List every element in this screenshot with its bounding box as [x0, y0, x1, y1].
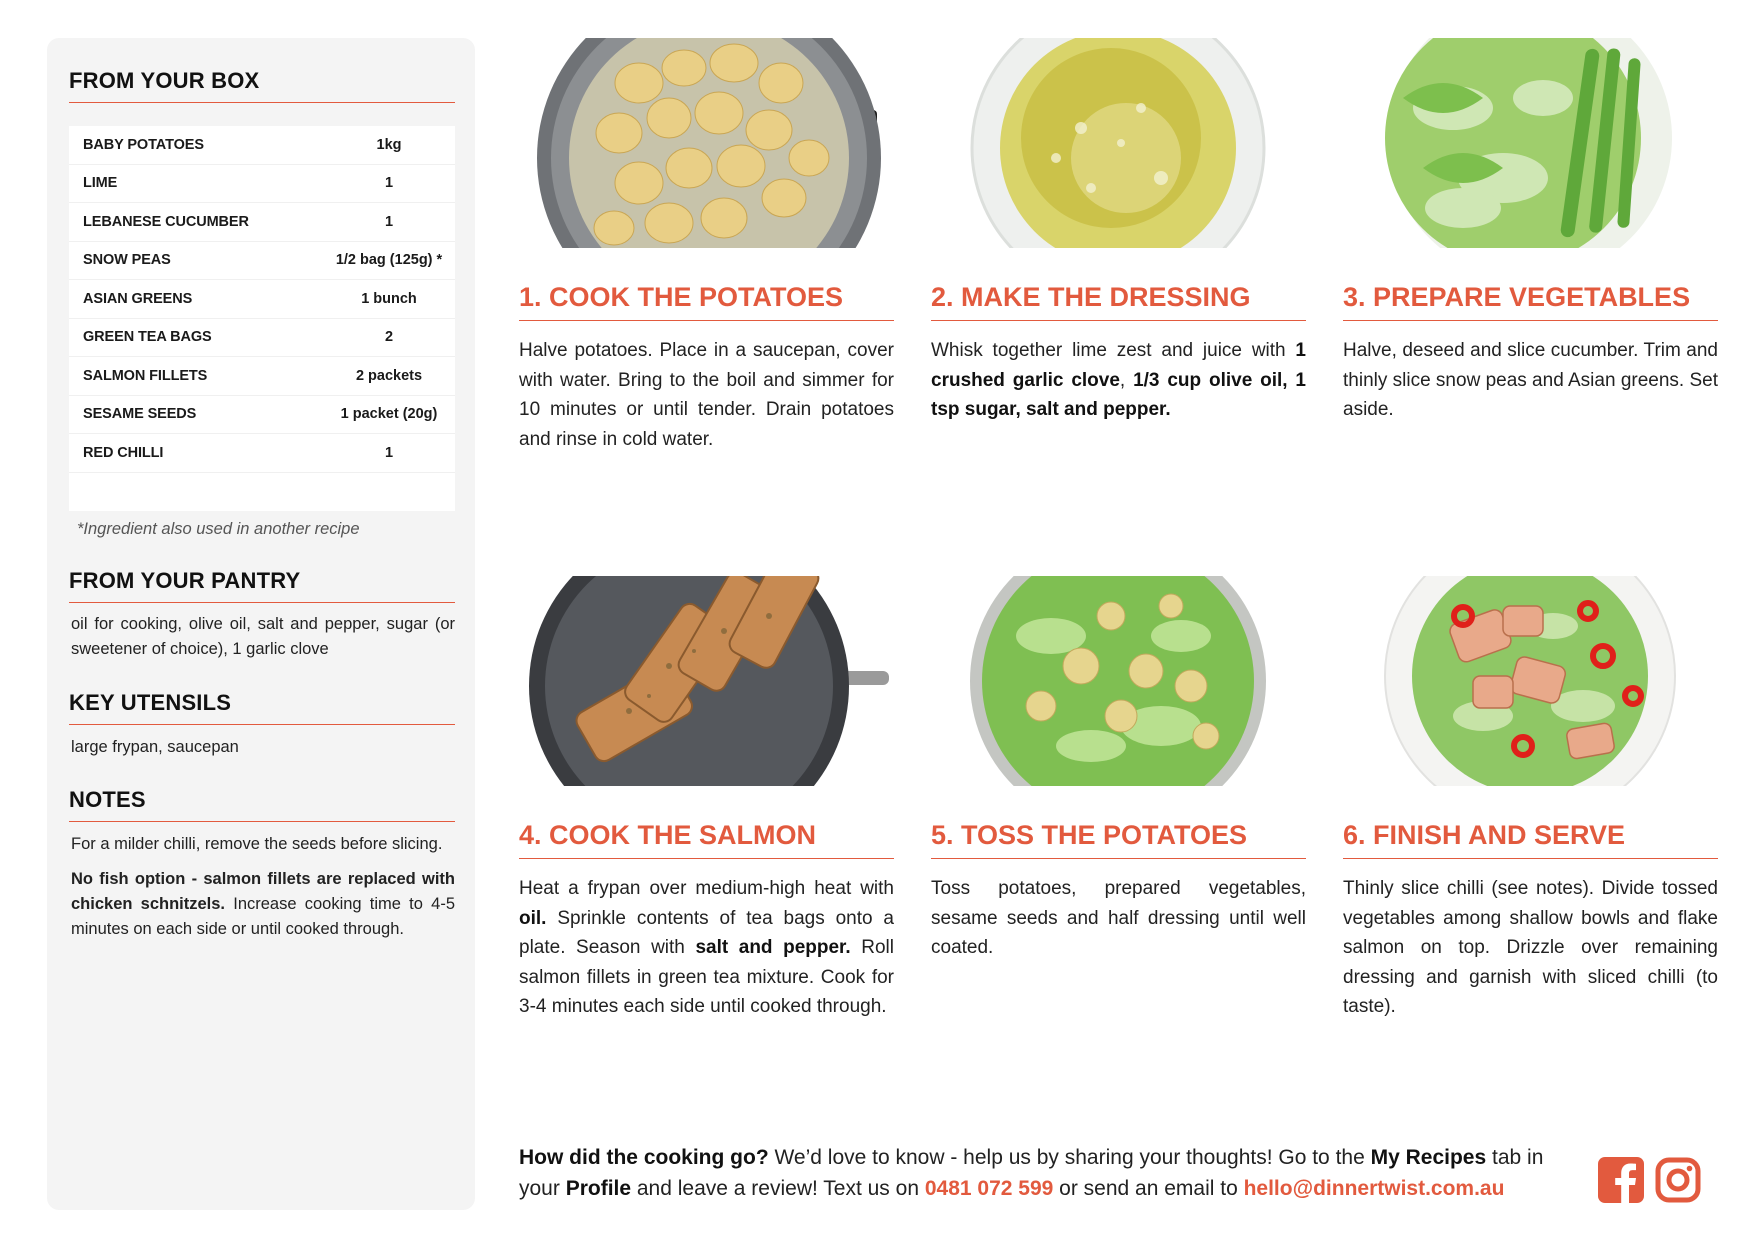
step-2-title: 2. MAKE THE DRESSING	[931, 282, 1306, 321]
ingredient-quantity: 1 packet (20g)	[340, 406, 438, 423]
ingredient-quantity: 1	[384, 213, 394, 230]
ingredient-quantity: 2	[384, 329, 394, 346]
ingredient-quantity: 1	[384, 444, 394, 461]
step-text: Roll salmon fillets in green tea mixture. Cook for 3-4 minutes each side until cooked through.	[519, 937, 894, 1018]
boiled-potatoes-saucepan-photo	[519, 38, 894, 248]
email-link[interactable]: hello@dinnertwist.com.au	[1243, 1177, 1505, 1200]
pantry-text: oil for cooking, olive oil, salt and pepper, sugar (or sweetener of choice), 1 garlic clove	[71, 615, 455, 658]
step-5-body	[931, 874, 1306, 963]
tossed-potato-salad-photo	[931, 576, 1306, 786]
from-your-pantry-heading: FROM YOUR PANTRY	[69, 568, 455, 603]
ingredient-row	[69, 280, 455, 319]
note-chilli: For a milder chilli, remove the seeds before slicing.	[71, 835, 443, 853]
ingredient-name: SALMON FILLETS	[83, 367, 208, 384]
salmon-frypan-photo	[519, 576, 894, 786]
facebook-icon[interactable]	[1598, 1157, 1644, 1203]
ingredient-name: LEBANESE CUCUMBER	[83, 213, 249, 230]
sliced-vegetables-photo	[1343, 38, 1718, 248]
ingredient-name: SNOW PEAS	[83, 252, 171, 269]
step-text: Halve potatoes. Place in a saucepan, cover with water. Bring to the boil and simmer for 10 minutes or until tender. Drain potatoes and rinse in cold water.	[519, 340, 894, 450]
lime-dressing-bowl-photo	[931, 38, 1306, 248]
ingredient-quantity: 2 packets	[355, 367, 423, 384]
ingredient-row	[69, 319, 455, 358]
step-6-title: 6. FINISH AND SERVE	[1343, 820, 1718, 859]
step-text: Heat a frypan over medium-high heat with	[519, 878, 894, 899]
step-text: Thinly slice chilli (see notes). Divide tossed vegetables among shallow bowls and flake salmon on top. Drizzle over remaining dressing and garnish with sliced chilli (to taste).	[1343, 878, 1718, 1018]
feedback-message	[519, 1142, 1579, 1204]
notes-heading: NOTES	[69, 787, 455, 822]
ingredient-footnote: *Ingredient also used in another recipe	[77, 520, 360, 538]
notes-text	[71, 832, 455, 952]
from-your-box-heading: FROM YOUR BOX	[69, 68, 455, 103]
footer-text-bold: My Recipes	[1370, 1146, 1487, 1169]
step-text: Whisk together lime zest and juice with	[931, 340, 1296, 361]
ingredient-row	[69, 165, 455, 204]
step-text-bold: salt and pepper.	[695, 937, 851, 959]
ingredient-name: LIME	[83, 175, 118, 192]
ingredient-row	[69, 396, 455, 435]
ingredient-name: RED CHILLI	[83, 444, 164, 461]
ingredient-row	[69, 242, 455, 281]
step-3-body	[1343, 336, 1718, 425]
footer-text: or send an email to	[1053, 1177, 1244, 1200]
step-4-body	[519, 874, 894, 1022]
ingredient-row	[69, 357, 455, 396]
ingredient-quantity: 1kg	[376, 136, 402, 153]
step-text: Halve, deseed and slice cucumber. Trim and thinly slice snow peas and Asian greens. Set aside.	[1343, 340, 1718, 421]
ingredient-row	[69, 126, 455, 165]
step-text: Toss potatoes, prepared vegetables, sesame seeds and half dressing until well coated.	[931, 878, 1306, 959]
ingredient-quantity: 1 bunch	[361, 290, 417, 307]
phone-link[interactable]: 0481 072 599	[924, 1177, 1054, 1200]
step-6-body	[1343, 874, 1718, 1022]
ingredient-row	[69, 203, 455, 242]
ingredient-quantity: 1/2 bag (125g) *	[335, 252, 443, 269]
ingredient-name: GREEN TEA BAGS	[83, 329, 212, 346]
salmon-salad-bowl-photo	[1343, 576, 1718, 786]
ingredient-quantity: 1	[384, 175, 394, 192]
note-no-fish-rest: Increase cooking time to 4-5 minutes on each side or until cooked through.	[71, 895, 456, 938]
ingredients-table	[69, 126, 455, 511]
step-text: ,	[1119, 369, 1134, 391]
note-no-fish-bold: No fish option - salmon fillets are replaced with chicken schnitzels.	[71, 870, 455, 913]
step-1-body	[519, 336, 894, 454]
step-text: Sprinkle contents of tea bags onto a plate. Season with	[519, 907, 894, 959]
ingredient-row	[69, 434, 455, 473]
step-2-body	[931, 336, 1306, 425]
step-4-title: 4. COOK THE SALMON	[519, 820, 894, 859]
footer-text-bold: How did the cooking go?	[519, 1146, 769, 1169]
ingredient-name: SESAME SEEDS	[83, 406, 197, 423]
step-3-title: 3. PREPARE VEGETABLES	[1343, 282, 1718, 321]
footer-text: and leave a review! Text us on	[631, 1177, 925, 1200]
footer-text: tab in your	[519, 1146, 1544, 1200]
footer-text-bold: Profile	[565, 1177, 632, 1200]
utensils-text: large frypan, saucepan	[71, 738, 239, 756]
step-5-title: 5. TOSS THE POTATOES	[931, 820, 1306, 859]
footer-text: We’d love to know - help us by sharing your thoughts! Go to the	[768, 1146, 1371, 1169]
ingredients-sidebar	[47, 38, 475, 1210]
step-text-bold: 1 crushed garlic clove	[931, 340, 1306, 391]
step-text-bold: 1/3 cup olive oil, 1 tsp sugar, salt and pepper.	[931, 369, 1306, 421]
ingredient-name: BABY POTATOES	[83, 136, 204, 153]
step-text-bold: oil.	[519, 907, 547, 929]
key-utensils-heading: KEY UTENSILS	[69, 690, 455, 725]
step-1-title: 1. COOK THE POTATOES	[519, 282, 894, 321]
instagram-icon[interactable]	[1655, 1157, 1701, 1203]
note-no-fish	[71, 867, 455, 942]
ingredient-name: ASIAN GREENS	[83, 290, 193, 307]
